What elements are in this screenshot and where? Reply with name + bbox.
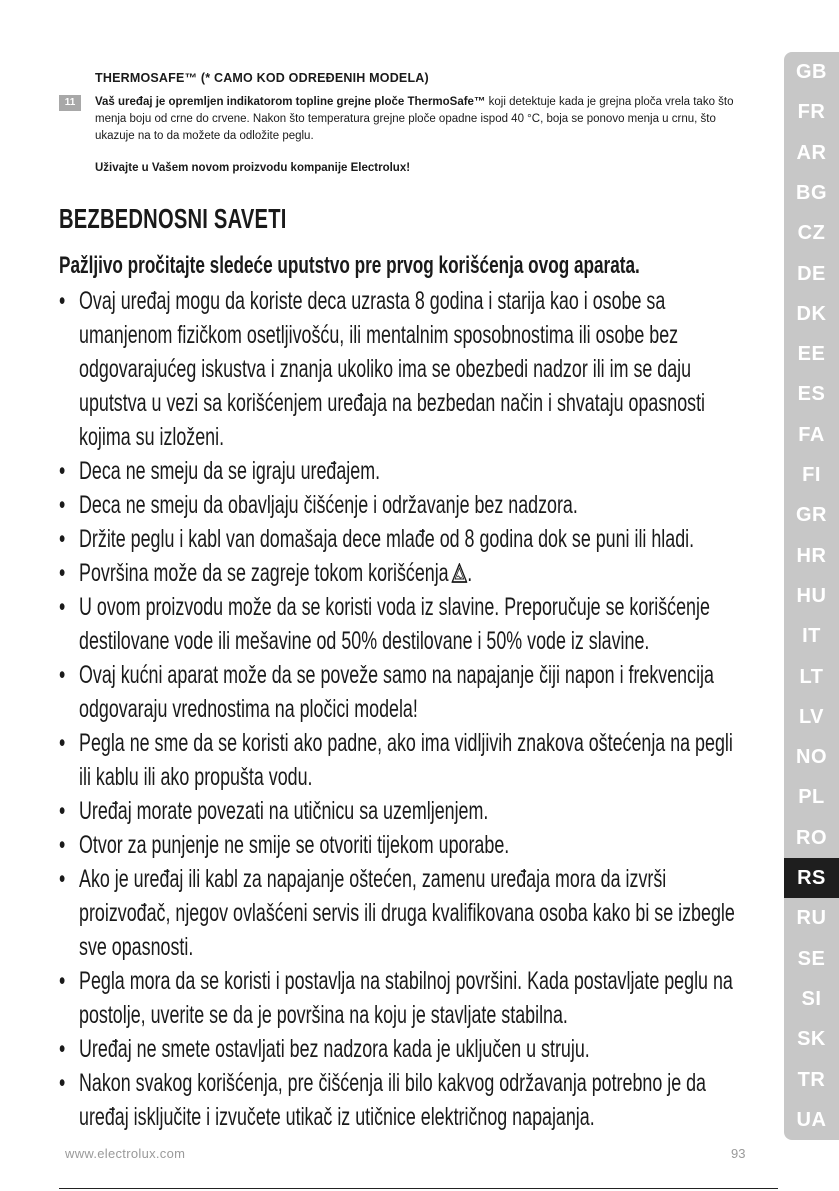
language-tab-sk[interactable]: SK [797, 1028, 826, 1051]
language-tab-es[interactable]: ES [797, 383, 826, 406]
language-tab-hr[interactable]: HR [796, 544, 827, 567]
safety-item: • U ovom proizvodu može da se koristi voda iz slavine. Preporučuje se korišćenje destilovane vode ili mešavine od 50% destilovane i 50% vode iz slavine. [59, 590, 745, 658]
language-tab-tr[interactable]: TR [797, 1068, 826, 1091]
enjoy-message: Uživajte u Vašem novom proizvodu kompanije Electrolux! [95, 162, 411, 174]
safety-item: • Ovaj uređaj mogu da koriste deca uzrasta 8 godina i starija kao i osobe sa umanjenom fizičkom osetljivošću, ili mentalnim sposobnostima ili osobe bez odgovarajućeg iskustva i znanja ukoliko ima se obezbedi nadzor ili im se daju uputstva u vezi sa korišćenjem uređaja na bezbedan način i shvataju opasnosti kojima su izloženi. [59, 284, 745, 454]
language-tab-bg[interactable]: BG [796, 181, 827, 204]
safety-lead: Pažljivo pročitajte sledeće uputstvo pre prvog korišćenja ovog aparata. [59, 252, 640, 279]
thermosafe-description-rest: koji detektuje kada je grejna ploča vrela tako što menja boju od crne do crvene. Nakon što temperatura grejne ploče opadne ispod 40 °C, boja se ponovo menja u crnu, što ukazuje na to da možete da odložite peglu. [95, 96, 734, 142]
safety-item: • Nakon svakog korišćenja, pre čišćenja ili bilo kakvog održavanja potrebno je da uređaj isključite i izvučete utikač iz utičnice električnog napajanja. [59, 1066, 745, 1134]
language-tab-no[interactable]: NO [796, 746, 827, 769]
language-tab-se[interactable]: SE [797, 947, 826, 970]
language-tab-fr[interactable]: FR [797, 101, 826, 124]
language-tab-gr[interactable]: GR [796, 504, 827, 527]
language-tabs [784, 52, 839, 1140]
safety-list [59, 284, 745, 1134]
language-tab-it[interactable]: IT [802, 625, 821, 648]
language-tab-hu[interactable]: HU [796, 584, 827, 607]
safety-item-text: Površina može da se zagreje tokom korišćenja [79, 559, 449, 587]
safety-item: • Otvor za punjenje ne smije se otvoriti tijekom uporabe. [59, 828, 745, 862]
safety-item: • Uređaj ne smete ostavljati bez nadzora kada je uključen u struju. [59, 1032, 745, 1066]
page-number: 93 [731, 1146, 746, 1161]
safety-item [59, 556, 745, 590]
thermosafe-heading: THERMOSAFE™ (* CAMO KOD ODREĐENIH MODELA) [95, 71, 429, 85]
language-tab-de[interactable]: DE [797, 262, 826, 285]
thermosafe-description [95, 94, 745, 145]
safety-item: • Pegla mora da se koristi i postavlja na stabilnoj površini. Kada postavljate peglu na postolje, uverite se da je površina na koju je stavljate stabilna. [59, 964, 745, 1032]
language-tab-cz[interactable]: CZ [797, 222, 826, 245]
language-tab-fi[interactable]: FI [802, 464, 821, 486]
safety-item: • Uređaj morate povezati na utičnicu sa uzemljenjem. [59, 794, 745, 828]
safety-item-suffix: . [467, 559, 473, 587]
safety-item: • Pegla ne sme da se koristi ako padne, ako ima vidljivih znakova oštećenja na pegli ili kablu ili ako propušta vodu. [59, 726, 745, 794]
language-tab-ee[interactable]: EE [797, 343, 826, 366]
safety-item: • Deca ne smeju da obavljaju čišćenje i održavanje bez nadzora. [59, 488, 745, 522]
language-tab-fa[interactable]: FA [798, 423, 825, 446]
language-tab-rs[interactable]: RS [784, 858, 839, 898]
safety-title: BEZBEDNOSNI SAVETI [59, 203, 287, 234]
footer-url[interactable]: www.electrolux.com [65, 1146, 186, 1161]
language-tab-lv[interactable]: LV [798, 705, 825, 728]
language-tab-ru[interactable]: RU [796, 907, 827, 930]
safety-item: • Deca ne smeju da se igraju uređajem. [59, 454, 745, 488]
language-tab-si[interactable]: SI [801, 987, 822, 1010]
thermosafe-description-bold: Vaš uređaj je opremljen indikatorom topline grejne ploče ThermoSafe™ [95, 96, 486, 108]
safety-item: • Ako je uređaj ili kabl za napajanje oštećen, zamenu uređaja mora da izvrši proizvođač, njegov ovlašćeni servis ili druga kvalifikovana osoba kako bi se izbegle sve opasnosti. [59, 862, 745, 964]
footer-divider [59, 1188, 778, 1189]
language-tab-dk[interactable]: DK [796, 302, 827, 325]
language-tab-ar[interactable]: AR [796, 141, 827, 164]
language-tab-gb[interactable]: GB [796, 61, 827, 83]
safety-item: • Držite peglu i kabl van domašaja dece mlađe od 8 godina dok se puni ili hladi. [59, 522, 745, 556]
language-tab-ua[interactable]: UA [796, 1108, 827, 1131]
warning-triangle-icon [451, 563, 467, 583]
language-tab-pl[interactable]: PL [798, 786, 825, 809]
language-tab-lt[interactable]: LT [799, 665, 824, 688]
safety-item: • Ovaj kućni aparat može da se poveže samo na napajanje čiji napon i frekvencija odgovaraju vrednostima na pločici modela! [59, 658, 745, 726]
language-tab-ro[interactable]: RO [796, 826, 827, 849]
step-number-badge: 11 [59, 95, 81, 111]
